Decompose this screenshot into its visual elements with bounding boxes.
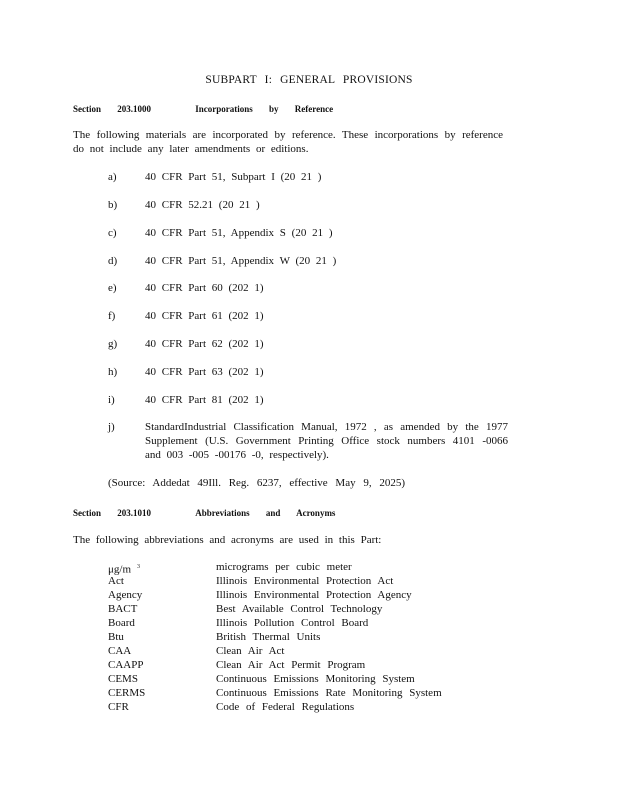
- list-item: [108, 198, 508, 212]
- list-item: [108, 281, 508, 295]
- abbreviation-row: [108, 658, 442, 672]
- abbreviation-definition: Continuous Emissions Rate Monitoring System: [216, 687, 442, 699]
- item-text: 40 CFR Part 51, Subpart I (20 21 ): [145, 171, 322, 183]
- item-text: 40 CFR Part 60 (202 1): [145, 282, 264, 294]
- item-letter: i): [108, 394, 115, 406]
- subpart-title: SUBPART I: GENERAL PROVISIONS: [205, 74, 413, 86]
- abbreviation-term: μg/m $^3$: [108, 563, 141, 576]
- abbreviation-definition: micrograms per cubic meter: [216, 561, 352, 573]
- item-letter: g): [108, 338, 118, 350]
- item-letter: c): [108, 227, 117, 239]
- abbreviation-term: BACT: [108, 603, 138, 615]
- abbreviation-term: CAAPP: [108, 659, 144, 671]
- abbreviation-row: [108, 574, 442, 588]
- list-item: [108, 309, 508, 323]
- abbreviation-term: Act: [108, 575, 124, 587]
- section-title: Incorporations by Reference: [195, 104, 334, 114]
- section-heading-1010: [73, 506, 335, 520]
- abbreviation-row: [108, 700, 442, 714]
- abbreviation-definition: Illinois Environmental Protection Act: [216, 575, 394, 587]
- abbreviation-row: [108, 602, 442, 616]
- abbreviation-definition: Illinois Environmental Protection Agency: [216, 589, 412, 601]
- item-text: 40 CFR Part 51, Appendix W (20 21 ): [145, 255, 337, 267]
- section-intro-paragraph: The following materials are incorporated by reference. These incorporations by reference do not include any later amendments or editions.: [73, 129, 503, 155]
- item-letter: h): [108, 366, 118, 378]
- item-text: 40 CFR Part 51, Appendix S (20 21 ): [145, 227, 333, 239]
- abbreviation-term: CEMS: [108, 673, 138, 685]
- item-text: 40 CFR 52.21 (20 21 ): [145, 199, 260, 211]
- item-letter: d): [108, 255, 118, 267]
- abbreviation-definition: British Thermal Units: [216, 631, 321, 643]
- item-letter: f): [108, 310, 116, 322]
- item-text: 40 CFR Part 63 (202 1): [145, 366, 264, 378]
- abbreviation-list: [108, 560, 442, 714]
- abbreviation-term: Board: [108, 617, 135, 629]
- abbreviation-row: [108, 644, 442, 658]
- list-item: [108, 393, 508, 407]
- item-text: 40 CFR Part 61 (202 1): [145, 310, 264, 322]
- list-item: [108, 170, 508, 184]
- abbreviation-row: [108, 588, 442, 602]
- item-letter: e): [108, 282, 117, 294]
- section-intro-paragraph: The following abbreviations and acronyms are used in this Part:: [73, 534, 382, 546]
- abbreviation-definition: Best Available Control Technology: [216, 603, 383, 615]
- list-item: [108, 337, 508, 351]
- abbreviation-term: Agency: [108, 589, 143, 601]
- abbreviation-definition: Illinois Pollution Control Board: [216, 617, 369, 629]
- list-item: [108, 420, 508, 462]
- abbreviation-definition: Clean Air Act: [216, 645, 285, 657]
- abbreviation-row: [108, 672, 442, 686]
- item-text: StandardIndustrial Classification Manual, 1972 , as amended by the 1977 Supplement (U.S. Government Printing Office stock numbers 4101 -0066 and 003 -005 -00176 -0, respectively).: [145, 421, 508, 461]
- abbreviation-definition: Continuous Emissions Monitoring System: [216, 673, 415, 685]
- section-number: Section 203.1010: [73, 508, 151, 518]
- abbreviation-row: [108, 616, 442, 630]
- item-text: 40 CFR Part 81 (202 1): [145, 394, 264, 406]
- item-letter: b): [108, 199, 118, 211]
- list-item: [108, 226, 508, 240]
- abbreviation-term: CAA: [108, 645, 132, 657]
- abbreviation-term: Btu: [108, 631, 124, 643]
- abbreviation-definition: Clean Air Act Permit Program: [216, 659, 366, 671]
- section-heading-1000: [73, 102, 333, 116]
- section-number: Section 203.1000: [73, 104, 151, 114]
- section-title: Abbreviations and Acronyms: [195, 508, 336, 518]
- abbreviation-term: CFR: [108, 701, 129, 713]
- abbreviation-row: [108, 560, 442, 574]
- item-letter: a): [108, 171, 117, 183]
- abbreviation-row: [108, 686, 442, 700]
- list-item: [108, 254, 508, 268]
- abbreviation-definition: Code of Federal Regulations: [216, 701, 355, 713]
- abbreviation-row: [108, 630, 442, 644]
- item-text: 40 CFR Part 62 (202 1): [145, 338, 264, 350]
- list-item: [108, 365, 508, 379]
- source-note: (Source: Addedat 49Ill. Reg. 6237, effective May 9, 2025): [108, 477, 406, 489]
- item-letter: j): [108, 421, 115, 433]
- abbreviation-term: CERMS: [108, 687, 146, 699]
